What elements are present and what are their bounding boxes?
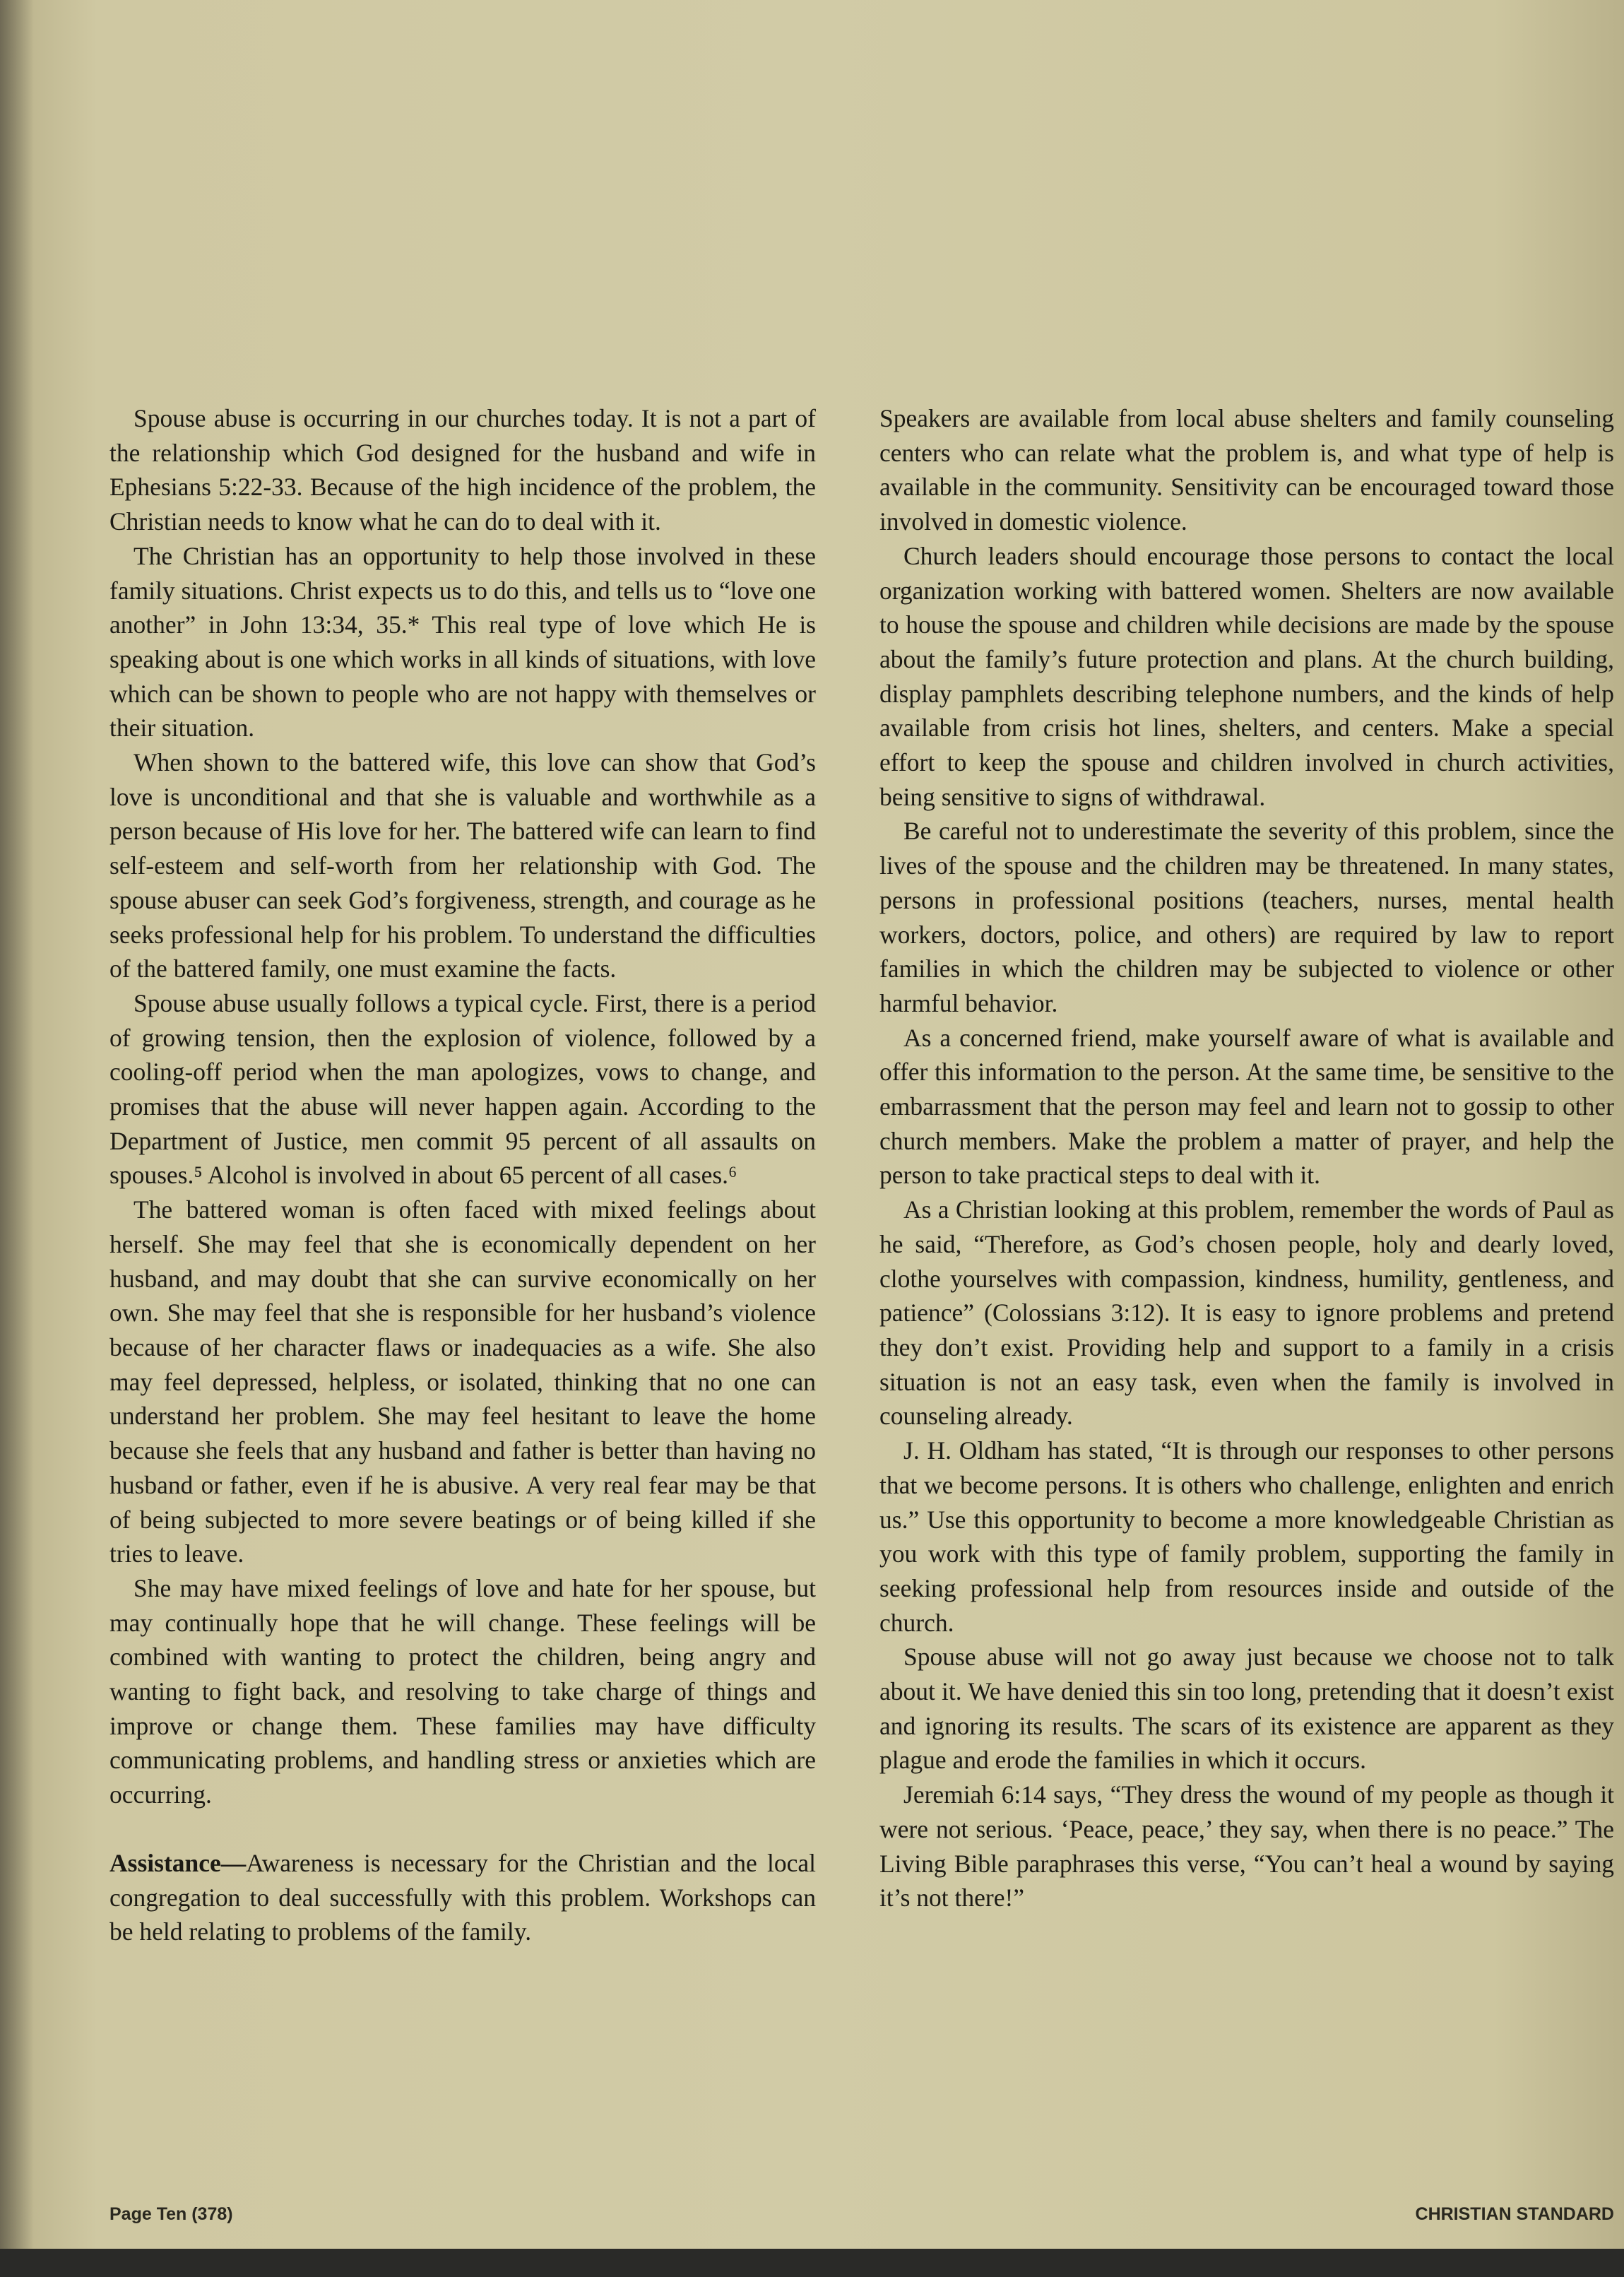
- paragraph: The battered woman is often faced with mixed feelings about herself. She may feel that she is economically dependent on her husband, and may doubt that she can survive economically on her own. She may feel that she is responsible for her husband’s violence because of her character flaws or inadequacies as a wife. She also may feel depressed, helpless, or isolated, thinking that no one can understand her problem. She may feel hesitant to leave the home because she feels that any husband and father is better than having no husband or father, even if he is abusive. A very real fear may be that of being subjected to more severe beatings or of being killed if she tries to leave.: [109, 1195, 816, 1568]
- paragraph: As a concerned friend, make yourself aware of what is available and offer this information to the person. At the same time, be sensitive to the embarrassment that the person may feel and learn not to gossip to other church members. Make the problem a matter of prayer, and help the person to take practical steps to deal with it.: [879, 1023, 1614, 1190]
- paragraph: The Christian has an opportunity to help those involved in these family situations. Christ expects us to do this, and tells us to “love one another” in John 13:34, 35.* This real type of love which He is speaking about is one which works in all kinds of situations, with love which can be shown to people who are not happy with themselves or their situation.: [109, 541, 816, 743]
- right-column: [879, 401, 1614, 1915]
- paragraph: When shown to the battered wife, this love can show that God’s love is unconditional and that she is valuable and worthwhile as a person because of His love for her. The battered wife can learn to find self-esteem and self-worth from her relationship with God. The spouse abuser can seek God’s forgiveness, strength, and courage as he seeks professional help for his problem. To understand the difficulties of the battered family, one must examine the facts.: [109, 748, 816, 983]
- assistance-paragraph: [109, 1846, 816, 1949]
- paragraph: Spouse abuse will not go away just because we choose not to talk about it. We have denied this sin too long, pretending that it doesn’t exist and ignoring its results. The scars of its existence are apparent as they plague and erode the families in which it occurs.: [879, 1643, 1614, 1775]
- section-gap: [109, 1812, 816, 1846]
- paragraph: Spouse abuse is occurring in our churches today. It is not a part of the relationship which God designed for the husband and wife in Ephesians 5:22-33. Because of the high incidence of the problem, the Christian needs to know what he can do to deal with it.: [109, 404, 816, 536]
- assistance-text: Awareness is necessary for the Christian and the local congregation to deal successfully with this problem. Workshops can be held relating to problems of the family.: [109, 1848, 816, 1946]
- paragraph: Church leaders should encourage those persons to contact the local organization working with battered women. Shelters are now available to house the spouse and children while decisions are made by the spouse about the family’s future protection and plans. At the church building, display pamphlets describing telephone numbers, and the kinds of help available from crisis hot lines, shelters, and centers. Make a special effort to keep the spouse and children involved in church activities, being sensitive to signs of withdrawal.: [879, 541, 1614, 811]
- page-edge-shadow: [0, 0, 34, 2277]
- assistance-heading: Assistance—: [109, 1848, 247, 1877]
- paragraph: As a Christian looking at this problem, remember the words of Paul as he said, “Therefore, as God’s chosen people, holy and dearly loved, clothe yourselves with compassion, kindness, humility, gentleness, and patience” (Colossians 3:12). It is easy to ignore problems and pretend they don’t exist. Providing help and support to a family in a crisis situation is not an easy task, even when the family is involved in counseling already.: [879, 1195, 1614, 1431]
- scan-bottom-edge: [0, 2249, 1624, 2277]
- publication-name: CHRISTIAN STANDARD: [1415, 2204, 1614, 2224]
- paragraph: Be careful not to underestimate the severity of this problem, since the lives of the spouse and the children may be threatened. In many states, persons in professional positions (teachers, nurses, mental health workers, doctors, police, and others) are required by law to report families in which the children may be subjected to violence or other harmful behavior.: [879, 817, 1614, 1017]
- paragraph: Spouse abuse usually follows a typical cycle. First, there is a period of growing tension, then the explosion of violence, followed by a cooling-off period when the man apologizes, vows to change, and promises that the abuse will never happen again. According to the Department of Justice, men commit 95 percent of all assaults on spouses.⁵ Alcohol is involved in about 65 percent of all cases.⁶: [109, 988, 816, 1190]
- paragraph: She may have mixed feelings of love and hate for her spouse, but may continually hope that he will change. These feelings will be combined with wanting to protect the children, being angry and wanting to fight back, and resolving to take charge of things and improve or change them. These families may have difficulty communicating problems, and handling stress or anxieties which are occurring.: [109, 1573, 816, 1809]
- paragraph: J. H. Oldham has stated, “It is through our responses to other persons that we become persons. It is others who challenge, enlighten and enrich us.” Use this opportunity to become a more knowledgeable Christian as you work with this type of family problem, supporting the family in seeking professional help from resources inside and outside of the church.: [879, 1436, 1614, 1637]
- paragraph: Jeremiah 6:14 says, “They dress the wound of my people as though it were not serious. ‘Peace, peace,’ they say, when there is no peace.” The Living Bible paraphrases this verse, “You can’t heal a wound by saying it’s not there!”: [879, 1780, 1614, 1912]
- paragraph: Speakers are available from local abuse shelters and family counseling centers who can relate what the problem is, and what type of help is available in the community. Sensitivity can be encouraged toward those involved in domestic violence.: [879, 404, 1614, 536]
- left-column: [109, 401, 816, 1949]
- page-number: Page Ten (378): [109, 2204, 233, 2224]
